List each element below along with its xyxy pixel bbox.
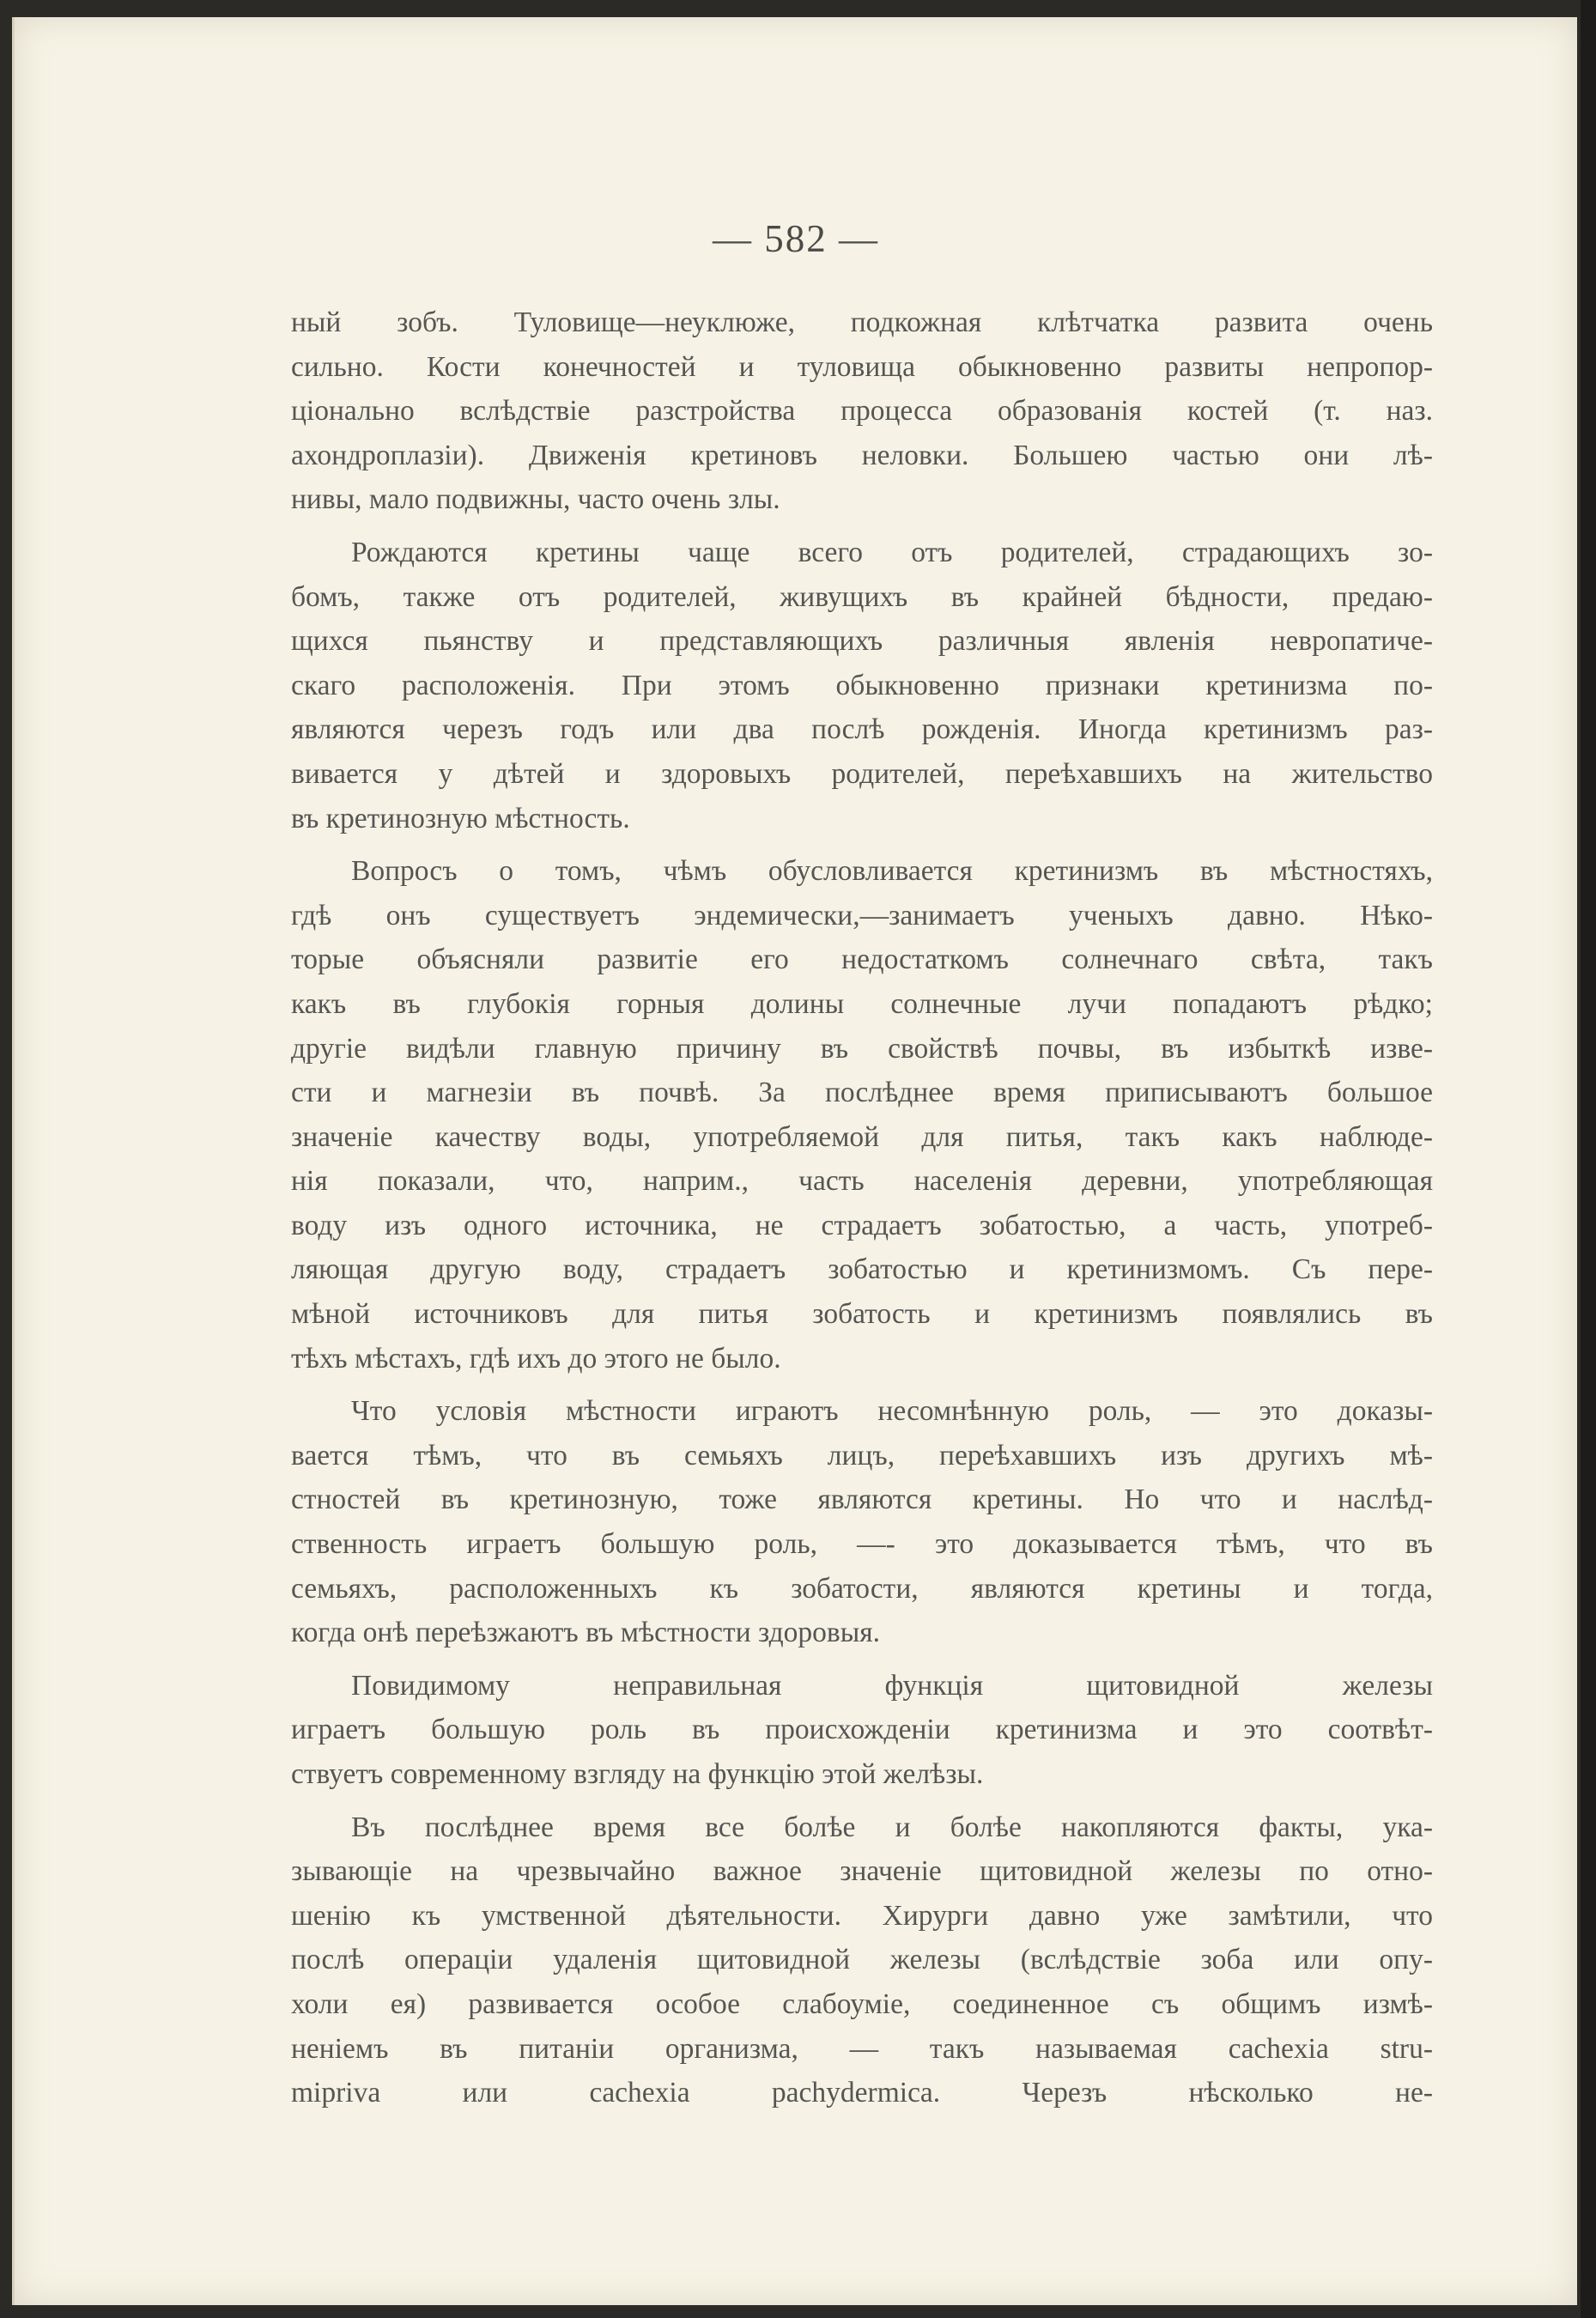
text-line: ляющая другую воду, страдаетъ зобатостью и кретинизмомъ. Съ пере-	[291, 1253, 1433, 1286]
text-line: сти и магнезіи въ почвѣ. За послѣднее время приписываютъ большое	[291, 1077, 1433, 1109]
text-line: скаго расположенія. При этомъ обыкновенно признаки кретинизма по-	[291, 669, 1433, 701]
paragraph-2	[291, 531, 1433, 840]
paragraph-6	[291, 1805, 1433, 2115]
text-line: mipriva или cachexia pachydermica. Черезъ нѣсколько не-	[291, 2077, 1433, 2109]
text-line: ственность играетъ большую роль, —- это доказывается тѣмъ, что въ	[291, 1528, 1433, 1561]
text-line: ствуетъ современному взгляду на функцію этой желѣзы.	[291, 1758, 984, 1790]
text-line: вивается у дѣтей и здоровыхъ родителей, переѣхавшихъ на жительство	[291, 757, 1433, 790]
text-line: Рождаются кретины чаще всего отъ родителей, страдающихъ зо-	[351, 536, 1433, 568]
scan-edge	[1581, 0, 1596, 2318]
text-line: ный зобъ. Туловище—неуклюже, подкожная клѣтчатка развита очень	[291, 306, 1433, 338]
paragraph-1	[291, 300, 1433, 522]
paragraph-3	[291, 849, 1433, 1380]
text-line: воду изъ одного источника, не страдаетъ зобатостью, а часть, употреб-	[291, 1209, 1433, 1241]
text-line: стностей въ кретинозную, тоже являются кретины. Но что и наслѣд-	[291, 1484, 1433, 1516]
text-line: мѣной источниковъ для питья зобатость и кретинизмъ появлялись въ	[291, 1298, 1433, 1331]
text-line: шенію къ умственной дѣятельности. Хирурги давно уже замѣтили, что	[291, 1899, 1433, 1932]
text-line: зывающіе на чрезвычайно важное значеніе щитовидной железы по отно-	[291, 1855, 1433, 1888]
text-line: торые объясняли развитіе его недостаткомъ солнечнаго свѣта, такъ	[291, 944, 1433, 976]
text-line: Что условія мѣстности играютъ несомнѣнную роль, — это доказы-	[351, 1395, 1433, 1428]
text-line: Въ послѣднее время все болѣе и болѣе накопляются факты, ука-	[351, 1811, 1433, 1843]
text-line: неніемъ въ питаніи организма, — такъ называемая cachexia stru-	[291, 2032, 1433, 2065]
paragraph-5	[291, 1664, 1433, 1797]
text-line: ціонально вслѣдствіе разстройства процесса образованія костей (т. наз.	[291, 395, 1433, 428]
text-line: послѣ операціи удаленія щитовидной железы (вслѣдствіе зоба или опу-	[291, 1944, 1433, 1976]
text-line: Вопросъ о томъ, чѣмъ обусловливается кретинизмъ въ мѣстностяхъ,	[351, 855, 1433, 888]
text-line: нивы, мало подвижны, часто очень злы.	[291, 483, 780, 516]
page-number: — 582 —	[713, 217, 879, 260]
text-line: вается тѣмъ, что въ семьяхъ лицъ, переѣхавшихъ изъ другихъ мѣ-	[291, 1439, 1433, 1472]
text-line: въ кретинозную мѣстность.	[291, 802, 630, 834]
book-page	[12, 17, 1577, 2305]
text-line: другіе видѣли главную причину въ свойствѣ почвы, въ избыткѣ изве-	[291, 1032, 1433, 1065]
text-line: холи ея) развивается особое слабоуміе, соединенное съ общимъ измѣ-	[291, 1987, 1433, 2020]
text-line: щихся пьянству и представляющихъ различныя явленія невропатиче-	[291, 625, 1433, 658]
text-line: ахондроплазіи). Движенія кретиновъ неловки. Большею частью они лѣ-	[291, 439, 1433, 471]
text-line: являются черезъ годъ или два послѣ рожденія. Иногда кретинизмъ раз-	[291, 713, 1433, 746]
text-line: сильно. Кости конечностей и туловища обыкновенно развиты непропор-	[291, 350, 1433, 383]
text-line: когда онѣ переѣзжаютъ въ мѣстности здоровыя.	[291, 1617, 881, 1649]
text-line: какъ въ глубокія горныя долины солнечные лучи попадаютъ рѣдко;	[291, 987, 1433, 1020]
text-line: бомъ, также отъ родителей, живущихъ въ крайней бѣдности, предаю-	[291, 580, 1433, 613]
body-text	[291, 300, 1433, 2124]
text-line: нія показали, что, наприм., часть населенія деревни, употребляющая	[291, 1165, 1433, 1198]
text-line: Повидимому неправильная функція щитовидной железы	[351, 1669, 1433, 1702]
text-line: тѣхъ мѣстахъ, гдѣ ихъ до этого не было.	[291, 1342, 781, 1374]
text-line: семьяхъ, расположенныхъ къ зобатости, являются кретины и тогда,	[291, 1572, 1433, 1605]
text-line: гдѣ онъ существуетъ эндемически,—занимаетъ ученыхъ давно. Нѣко-	[291, 899, 1433, 931]
text-line: значеніе качеству воды, употребляемой для питья, такъ какъ наблюде-	[291, 1120, 1433, 1153]
text-line: играетъ большую роль въ происхожденіи кретинизма и это соотвѣт-	[291, 1714, 1433, 1746]
paragraph-4	[291, 1389, 1433, 1655]
